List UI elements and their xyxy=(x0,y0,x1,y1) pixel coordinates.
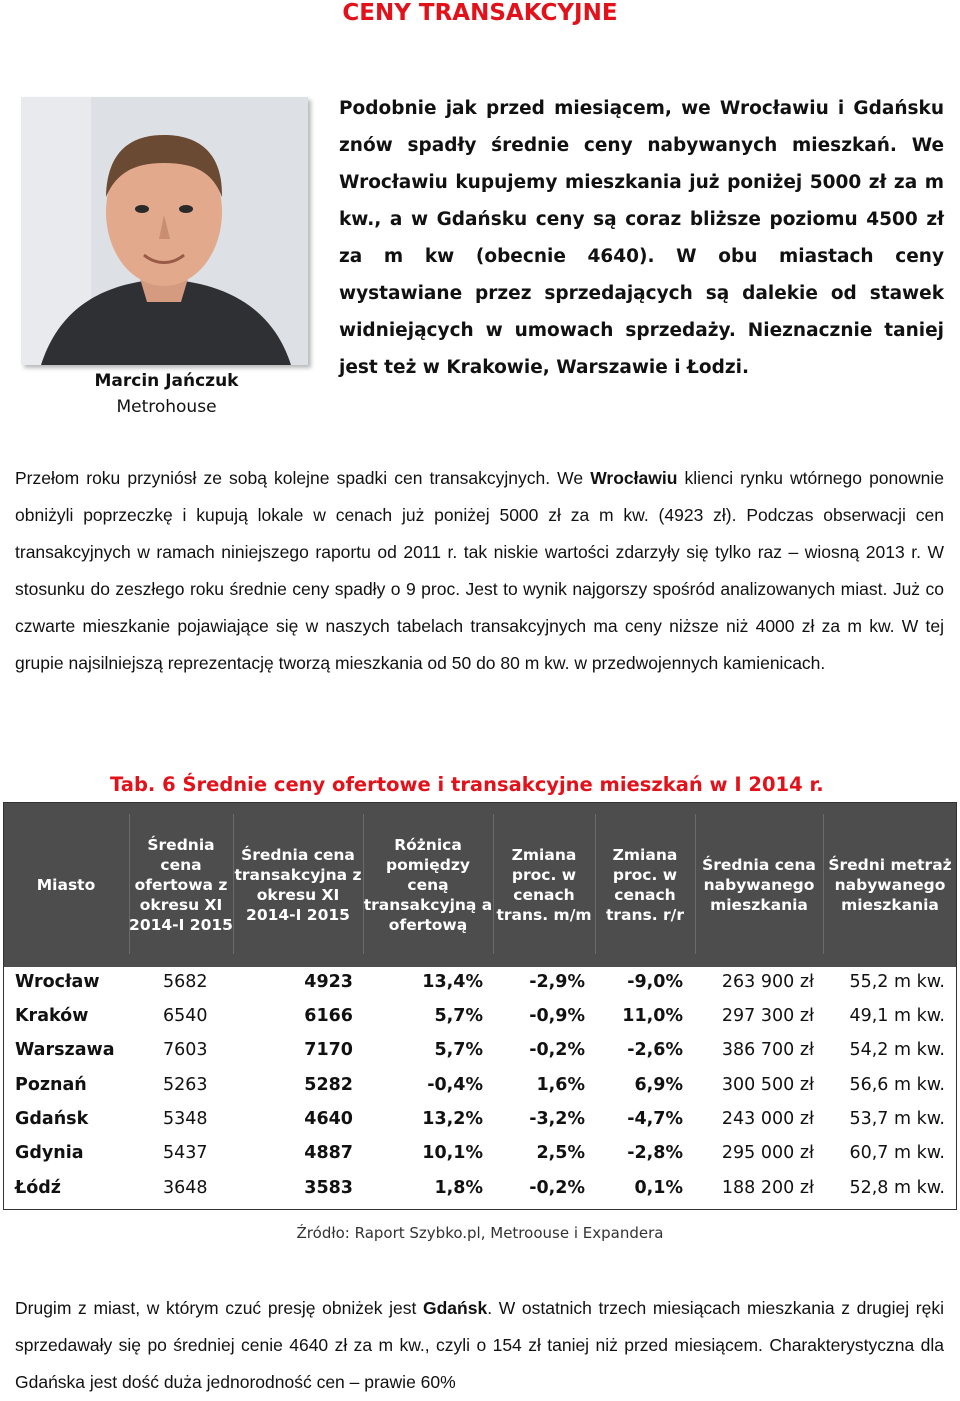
closing-text-1: Drugim z miast, w którym czuć presję obniżek jest xyxy=(15,1298,423,1318)
cell-offer: 7603 xyxy=(163,1040,208,1060)
cell-avg-area: 54,2 m kw. xyxy=(849,1040,945,1060)
cell-trans: 3583 xyxy=(304,1178,353,1198)
cell-avg-area: 52,8 m kw. xyxy=(849,1178,945,1198)
cell-rr: -2,8% xyxy=(627,1143,683,1163)
cell-city: Wrocław xyxy=(15,972,100,992)
table-row xyxy=(3,1034,957,1068)
header-difference: Różnica pomiędzy ceną transakcyjną a ofertową xyxy=(363,835,493,934)
header-avg-price: Średnia cena nabywanego mieszkania xyxy=(702,855,816,914)
body-paragraph xyxy=(15,460,944,682)
cell-avg-price: 295 000 zł xyxy=(721,1143,814,1163)
closing-paragraph xyxy=(15,1290,944,1401)
cell-diff: 10,1% xyxy=(422,1143,483,1163)
table-row xyxy=(3,1000,957,1034)
cell-avg-price: 297 300 zł xyxy=(721,1006,814,1026)
cell-avg-area: 49,1 m kw. xyxy=(849,1006,945,1026)
body-city-wroclaw: Wrocławiu xyxy=(590,468,678,488)
cell-trans: 5282 xyxy=(304,1075,353,1095)
cell-rr: 0,1% xyxy=(634,1178,683,1198)
cell-city: Gdynia xyxy=(15,1143,84,1163)
cell-offer: 5348 xyxy=(163,1109,208,1129)
cell-mm: -3,2% xyxy=(529,1109,585,1129)
body-text-1: Przełom roku przyniósł ze sobą kolejne spadki cen transakcyjnych. We xyxy=(15,468,591,488)
cell-avg-price: 263 900 zł xyxy=(721,972,814,992)
cell-city: Gdańsk xyxy=(15,1109,89,1129)
cell-trans: 6166 xyxy=(304,1006,353,1026)
author-portrait-illustration xyxy=(21,97,308,365)
cell-mm: -2,9% xyxy=(529,972,585,992)
cell-rr: -9,0% xyxy=(627,972,683,992)
table-row xyxy=(3,1137,957,1171)
cell-trans: 4640 xyxy=(304,1109,353,1129)
header-city: Miasto xyxy=(36,875,96,894)
cell-mm: -0,2% xyxy=(529,1178,585,1198)
cell-diff: 5,7% xyxy=(434,1006,483,1026)
cell-offer: 5263 xyxy=(163,1075,208,1095)
header-offer-price: Średnia cena ofertowa z okresu XI 2014-I 2015 xyxy=(129,835,233,934)
author-name: Marcin Jańczuk xyxy=(94,371,239,391)
cell-diff: 13,2% xyxy=(422,1109,483,1129)
cell-avg-area: 56,6 m kw. xyxy=(849,1075,945,1095)
cell-trans: 4887 xyxy=(304,1143,353,1163)
cell-avg-price: 243 000 zł xyxy=(721,1109,814,1129)
cell-avg-area: 53,7 m kw. xyxy=(849,1109,945,1129)
closing-text-2: . W ostatnich trzech miesiącach mieszkania z drugiej ręki sprzedawały się po średniej cenie 4640 zł za m kw., czyli o 154 zł taniej niż przed miesiącem. Charakterystyczna dla Gdańska jest dość duża jednorodność cen – prawie 60% xyxy=(15,1298,944,1392)
author-photo xyxy=(21,97,308,365)
cell-city: Kraków xyxy=(15,1006,89,1026)
header-change-rr: Zmiana proc. w cenach trans. r/r xyxy=(605,845,684,924)
cell-mm: -0,9% xyxy=(529,1006,585,1026)
header-transaction-price: Średnia cena transakcyjna z okresu XI 2014-I 2015 xyxy=(234,845,362,924)
cell-avg-area: 55,2 m kw. xyxy=(849,972,945,992)
cell-offer: 3648 xyxy=(163,1178,208,1198)
cell-rr: -2,6% xyxy=(627,1040,683,1060)
cell-avg-area: 60,7 m kw. xyxy=(849,1143,945,1163)
table-row xyxy=(3,1172,957,1206)
cell-trans: 4923 xyxy=(304,972,353,992)
cell-city: Poznań xyxy=(15,1075,87,1095)
cell-rr: -4,7% xyxy=(627,1109,683,1129)
cell-mm: 2,5% xyxy=(536,1143,585,1163)
cell-offer: 5437 xyxy=(163,1143,208,1163)
table-title: Tab. 6 Średnie ceny ofertowe i transakcyjne mieszkań w I 2014 r. xyxy=(110,773,824,796)
cell-diff: 1,8% xyxy=(434,1178,483,1198)
closing-city-gdansk: Gdańsk xyxy=(422,1298,488,1318)
table-row xyxy=(3,966,957,1000)
cell-avg-price: 386 700 zł xyxy=(721,1040,814,1060)
cell-diff: 13,4% xyxy=(422,972,483,992)
header-avg-area: Średni metraż nabywanego mieszkania xyxy=(828,855,952,914)
cell-offer: 6540 xyxy=(163,1006,208,1026)
body-text-2: klienci rynku wtórnego ponownie obniżyli poprzeczkę i kupują lokale w cenach już poniżej 5000 zł za m kw. (4923 zł). Podczas obserwacji cen transakcyjnych w ramach niniejszego raportu od 2011 r. tak niskie wartości zdarzyły się tylko raz – wiosną 2013 r. W stosunku do zeszłego roku średnie ceny spadły o 9 proc. Jest to wynik najgorszy spośród analizowanych miast. Już co czwarte mieszkanie pojawiające się w naszych tabelach transakcyjnych ma ceny niższe niż 4000 zł za m kw. W tej grupie najsilniejszą reprezentację tworzą mieszkania od 50 do 80 m kw. w przedwojennych kamienicach. xyxy=(15,468,944,673)
cell-avg-price: 188 200 zł xyxy=(721,1178,814,1198)
cell-avg-price: 300 500 zł xyxy=(721,1075,814,1095)
intro-paragraph: Podobnie jak przed miesiącem, we Wrocławiu i Gdańsku znów spadły średnie ceny nabywanych mieszkań. We Wrocławiu kupujemy mieszkania już poniżej 5000 zł za m kw., a w Gdańsku ceny są coraz bliższe poziomu 4500 zł za m kw (obecnie 4640). W obu miastach ceny wystawiane przez sprzedających są dalekie od stawek widniejących w umowach sprzedaży. Nieznacznie taniej jest też w Krakowie, Warszawie i Łodzi. xyxy=(339,98,944,378)
cell-mm: -0,2% xyxy=(529,1040,585,1060)
cell-diff: 5,7% xyxy=(434,1040,483,1060)
cell-diff: -0,4% xyxy=(427,1075,483,1095)
cell-city: Warszawa xyxy=(15,1040,115,1060)
table-row xyxy=(3,1103,957,1137)
cell-mm: 1,6% xyxy=(536,1075,585,1095)
table-source: Źródło: Raport Szybko.pl, Metroouse i Expandera xyxy=(296,1224,664,1242)
author-organization: Metrohouse xyxy=(116,397,217,417)
cell-rr: 11,0% xyxy=(622,1006,683,1026)
cell-city: Łódź xyxy=(15,1178,61,1198)
cell-offer: 5682 xyxy=(163,972,208,992)
table-row xyxy=(3,1069,957,1103)
header-change-mm: Zmiana proc. w cenach trans. m/m xyxy=(496,845,592,924)
cell-trans: 7170 xyxy=(304,1040,353,1060)
page-title: CENY TRANSAKCYJNE xyxy=(342,0,618,26)
cell-rr: 6,9% xyxy=(634,1075,683,1095)
